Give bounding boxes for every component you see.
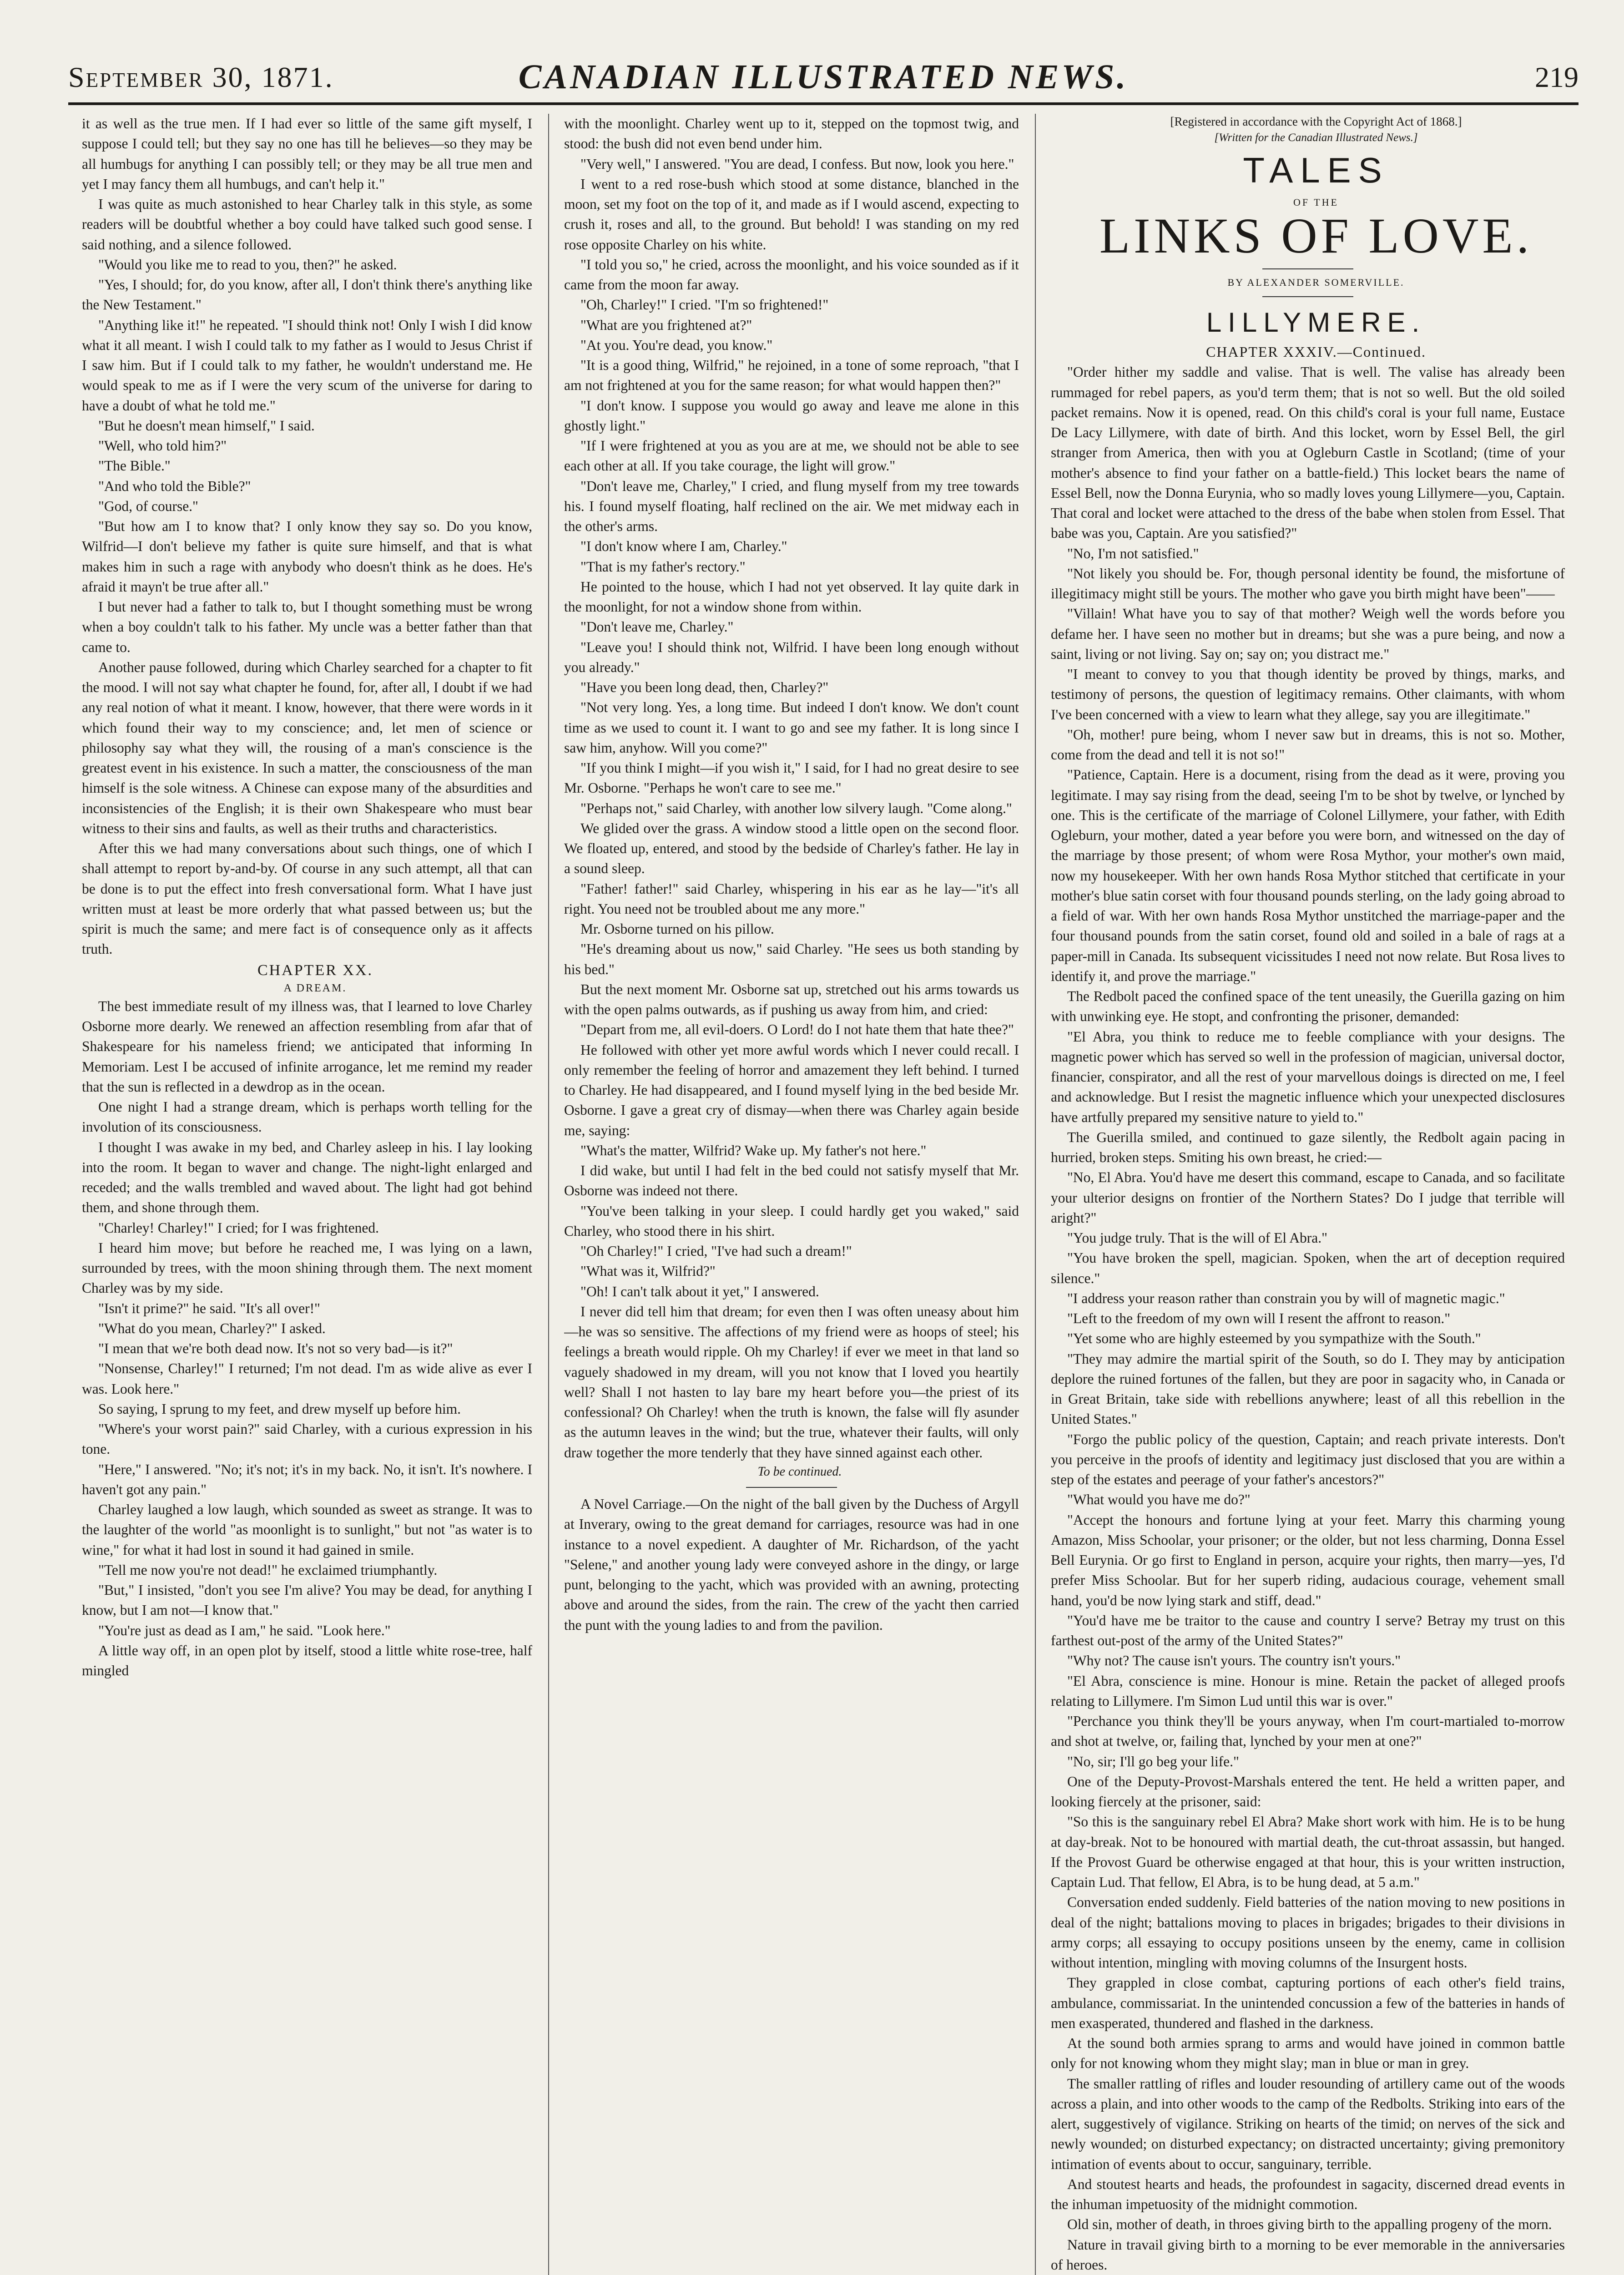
paragraph: "But he doesn't mean himself," I said. <box>98 417 315 434</box>
series-title-of-the: OF THE <box>1293 196 1339 208</box>
paragraph: "Very well," I answered. "You are dead, I confess. But now, look you here." <box>580 156 1014 172</box>
paragraph: One night I had a strange dream, which is perhaps worth telling for the involution of its consciousness. <box>82 1099 532 1135</box>
paragraph: "No, sir; I'll go beg your life." <box>1067 1753 1239 1769</box>
paragraph: it as well as the true men. If I had ever so little of the same gift myself, I suppose I could tell; but they say no one has till he believes—so they may be all humbugs for anything I can possibly tell; or they may be all true men and yet I may fancy them all humbugs, and can't help it." <box>82 116 532 192</box>
paragraph: "But," I insisted, "don't you see I'm alive? You may be dead, for anything I know, but I am not—I know that." <box>82 1582 532 1618</box>
paragraph: I did wake, but until I had felt in the bed could not satisfy myself that Mr. Osborne was indeed not there. <box>564 1163 1019 1199</box>
paragraph: "Oh! I can't talk about it yet," I answered. <box>580 1283 819 1299</box>
paragraph: "So this is the sanguinary rebel El Abra? Make short work with him. He is to be hung at day-break. Not to be honoured with martial death, the cut-throat assassin, but hanged. If the Provost Guard be otherwise engaged at that hour, this is your written instruction, Captain Lud. That fellow, El Abra, is to be hung dead, at 5 a.m." <box>1051 1814 1565 1891</box>
paragraph: He followed with other yet more awful words which I never could recall. I only remember the feeling of horror and amazement they left behind. I turned to Charley. He had disappeared, and I found myself lying in the bed beside Mr. Osborne. I gave a great cry of dismay—when there was Charley again beside me, saying: <box>564 1041 1019 1138</box>
paragraph: "You have broken the spell, magician. Spoken, when the art of deception required silence." <box>1051 1250 1565 1286</box>
paragraph: "Order hither my saddle and valise. That is well. The valise has already been rummaged for rebel papers, as you'd term them; that is not so well. But the old soiled packet remains. Now it is opened, read. On this child's coral is your full name, Eustace De Lacy Lillymere, with date of birth. And this locket, worn by Essel Bell, the girl stranger from America, then with you at Ogleburn Castle in Scotland; (time of your mother's absence to find your father on a battle-field.) This locket bears the name of Essel Bell, now the Donna Eurynia, who so madly loves young Lillymere—you, Captain. That coral and locket were attached to the dress of the babe when stolen from Essel. That babe was you, Captain. Are you satisfied?" <box>1051 364 1565 541</box>
paragraph: "At you. You're dead, you know." <box>580 337 773 353</box>
paragraph: "Nonsense, Charley!" I returned; I'm not dead. I'm as wide alive as ever I was. Look here." <box>82 1360 532 1397</box>
paragraph: They grappled in close combat, capturing portions of each other's field trains, ambulance, commissariat. In the unintended concussion a few of the batteries in hands of men exasperated, thundered and flashed in the darkness. <box>1051 1975 1565 2031</box>
paragraph: "I mean that we're both dead now. It's not so very bad—is it?" <box>98 1340 453 1357</box>
newspaper-title: CANADIAN ILLUSTRATED NEWS. <box>518 58 1129 96</box>
paragraph: "And who told the Bible?" <box>98 478 251 494</box>
paragraph: "Villain! What have you to say of that mother? Weigh well the words before you defame her. I have seen no mother but in dreams; but she was a pure being, and now a saint, living or not living. Say on; say on; you distract me." <box>1051 606 1565 662</box>
series-title-links: LINKS OF LOVE. <box>1099 207 1533 263</box>
paragraph: He pointed to the house, which I had not yet observed. It lay quite dark in the moonlight, for not a window shone from within. <box>564 578 1019 615</box>
paragraph: One of the Deputy-Provost-Marshals entered the tent. He held a written paper, and looking fiercely at the prisoner, said: <box>1051 1773 1565 1810</box>
paragraph: "El Abra, you think to reduce me to feeble compliance with your designs. The magnetic power which has served so well in the profession of magician, universal doctor, financier, conspirator, and all the rest of your marvellous doings is directed on me, I feel and acknowledge. But I resist the magnetic influence which your unexpected disclosures have artfully prepared my sensitive nature to yield to." <box>1051 1028 1565 1125</box>
paragraph: "You judge truly. That is the will of El Abra." <box>1067 1230 1327 1246</box>
paragraph: "That is my father's rectory." <box>580 558 746 575</box>
paragraph: "But how am I to know that? I only know they say so. Do you know, Wilfrid—I don't believe my father is quite sure himself, and that is what makes him in such a rage with anybody who doesn't think as he does. He's afraid it mayn't be true after all." <box>82 518 532 595</box>
column-divider <box>1035 114 1036 2275</box>
chapter-subtitle: A DREAM. <box>283 982 347 995</box>
paragraph: "Forgo the public policy of the question, Captain; and reach private interests. Don't you perceive in the proofs of identity and legitimacy just disclosed that you are within a step of the estates and peerage of your father's ancestors?" <box>1051 1431 1565 1488</box>
paragraph: "Anything like it!" he repeated. "I should think not! Only I wish I did know what it all meant. I wish I could talk to my father as I would to Jesus Christ if I saw him. But if I could talk to my father, he wouldn't understand me. He would speak to me as if I were the very scum of the universe for daring to have a doubt of what he told me." <box>82 317 532 414</box>
paragraph: "I told you so," he cried, across the moonlight, and his voice sounded as if it came from the moon far away. <box>564 256 1019 293</box>
paragraph: The Guerilla smiled, and continued to gaze silently, the Redbolt again pacing in hurried, broken steps. Smiting his own breast, he cried:— <box>1051 1129 1565 1166</box>
column-3 <box>1051 114 1565 2275</box>
column-1 <box>82 114 532 2275</box>
paragraph: "What would you have me do?" <box>1067 1491 1251 1508</box>
paragraph: "Father! father!" said Charley, whispering in his ear as he lay—"it's all right. You need not be troubled about me any more." <box>564 880 1019 917</box>
paragraph: I went to a red rose-bush which stood at some distance, blanched in the moon, set my foot on the top of it, and made as if I would ascend, expecting to crush it, roses and all, to the ground. But behold! I was standing on my red rose opposite Charley on his white. <box>564 176 1019 253</box>
paragraph: "Leave you! I should think not, Wilfrid. I have been long enough without you already." <box>564 639 1019 675</box>
paragraph: "Oh, mother! pure being, whom I never saw but in dreams, this is not so. Mother, come from the dead and tell it is not so!" <box>1051 726 1565 763</box>
paragraph: "The Bible." <box>98 458 171 474</box>
paragraph: "I meant to convey to you that though identity be proved by things, marks, and testimony of persons, the question of legitimacy remains. Other claimants, with whom I've been concerned with a view to learn what they allege, say you are illegitimate." <box>1051 666 1565 723</box>
paragraph: But the next moment Mr. Osborne sat up, stretched out his arms towards us with the open palms outwards, as if pushing us away from him, and cried: <box>564 981 1019 1017</box>
masthead <box>68 52 1579 105</box>
paragraph: "It is a good thing, Wilfrid," he rejoined, in a tone of some reproach, "that I am not frightened at you for the same reason; for what would happen then?" <box>564 357 1019 394</box>
paragraph: "What are you frightened at?" <box>580 317 752 333</box>
paragraph: "I don't know where I am, Charley." <box>580 538 787 555</box>
paragraph: "Left to the freedom of my own will I resent the affront to reason." <box>1067 1310 1451 1327</box>
paragraph: "You'd have me be traitor to the cause and country I serve? Betray my trust on this farthest out-post of the army of the United States?" <box>1051 1612 1565 1649</box>
paragraph: "Would you like me to read to you, then?" he asked. <box>98 256 397 273</box>
paragraph: "Depart from me, all evil-doers. O Lord! do I not hate them that hate thee?" <box>580 1021 1014 1038</box>
paragraph: "If you think I might—if you wish it," I said, for I had no great desire to see Mr. Osborne. "Perhaps he won't care to see me." <box>564 760 1019 796</box>
paragraph: "Yet some who are highly esteemed by you sympathize with the South." <box>1067 1330 1481 1347</box>
written-for-note: [Written for the Canadian Illustrated News.] <box>1214 131 1418 144</box>
paragraph: "No, I'm not satisfied." <box>1067 545 1199 561</box>
paragraph: "What was it, Wilfrid?" <box>580 1263 716 1279</box>
paragraph: "Isn't it prime?" he said. "It's all over!" <box>98 1300 320 1316</box>
paragraph: "Oh Charley!" I cried, "I've had such a dream!" <box>580 1243 852 1259</box>
paragraph: "You've been talking in your sleep. I could hardly get you waked," said Charley, who stood there in his shirt. <box>564 1203 1019 1239</box>
paragraph: "Where's your worst pain?" said Charley, with a curious expression in his tone. <box>82 1421 532 1457</box>
paragraph: "God, of course." <box>98 498 198 514</box>
paragraph: "Don't leave me, Charley." <box>580 619 734 635</box>
section-rule <box>1262 268 1353 269</box>
paragraph: "Not likely you should be. For, though personal identity be found, the misfortune of illegitimacy might still be yours. The mother who gave you birth might have been"—— <box>1051 565 1565 602</box>
paragraph: "El Abra, conscience is mine. Honour is mine. Retain the packet of alleged proofs relating to Lillymere. I'm Simon Lud until this war is over." <box>1051 1673 1565 1709</box>
paragraph: "Oh, Charley!" I cried. "I'm so frightened!" <box>580 297 829 313</box>
paragraph: Charley laughed a low laugh, which sounded as sweet as strange. It was to the laughter of the world "as moonlight is to sunlight," but not "as water is to wine," for what it had lost in sound it had gained in smile. <box>82 1502 532 1558</box>
column-2 <box>564 114 1019 2275</box>
paragraph: "Tell me now you're not dead!" he exclaimed triumphantly. <box>98 1562 438 1578</box>
paragraph: "Have you been long dead, then, Charley?" <box>580 679 829 695</box>
paragraph: Mr. Osborne turned on his pillow. <box>580 921 774 937</box>
paragraph: "Don't leave me, Charley," I cried, and flung myself from my tree towards his. I found myself floating, half reclined on the air. We met midway each in the other's arms. <box>564 478 1019 534</box>
paragraph: At the sound both armies sprang to arms and would have joined in common battle only for not knowing whom they might slay; man in blue or man in grey. <box>1051 2035 1565 2072</box>
paragraph: The smaller rattling of rifles and louder resounding of artillery came out of the woods across a plain, and into other woods to the camp of the Redbolts. Striking into ears of the alert, suggestively of vigilance. Striking on hearts of the timid; on nerves of the sick and newly wounded; on disturbed expectancy; on distracted uncertainty; giving premonitory intimation of events about to occur, sanguinary, terrible. <box>1051 2075 1565 2172</box>
series-title-tales: TALES <box>1243 150 1389 191</box>
paragraph: "He's dreaming about us now," said Charley. "He sees us both standing by his bed." <box>564 941 1019 977</box>
paragraph: The Redbolt paced the confined space of the tent uneasily, the Guerilla gazing on him with unwinking eye. He stopt, and confronting the prisoner, demanded: <box>1051 988 1565 1025</box>
paragraph: A little way off, in an open plot by itself, stood a little white rose-tree, half mingled <box>82 1642 532 1679</box>
paragraph: "Why not? The cause isn't yours. The country isn't yours." <box>1067 1653 1401 1669</box>
paragraph: "Patience, Captain. Here is a document, rising from the dead as it were, proving you legitimate. I may say rising from the dead, seeing I'm to be shot by twelve, or lynched by one. This is the certificate of the marriage of Colonel Lillymere, your father, with Edith Ogleburn, your mother, dated a year before you were born, and witnessed on the day of the marriage by those present; of whom were Rosa Mythor, your mother's own maid, now my housekeeper. With her own hands Rosa Mythor stitched that certificate in your mother's blue satin corset with four thousand pounds sterling, on the lady going abroad to a field of war. With her own hands Rosa Mythor unstitched the marriage-paper and the four thousand pounds from the satin corset, found old and soiled in a bale of rags at a paper-mill in Canada. Its subsequent vicissitudes I need not now relate. But Rosa lives to identify it, and prove the marriage." <box>1051 767 1565 984</box>
paragraph: "Here," I answered. "No; it's not; it's in my back. No, it isn't. It's nowhere. I haven't got any pain." <box>82 1461 532 1497</box>
news-item: A Novel Carriage.—On the night of the ball given by the Duchess of Argyll at Inverary, owing to the great demand for carriages, resource was had in one instance to a novel expedient. A daughter of Mr. Richardson, of the yacht "Selene," and another young lady were conveyed ashore in the dingy, or large punt, belonging to the yacht, which was provided with an awning, protecting above and around the sides, from the rain. The crew of the yacht then carried the punt with the young ladies to and from the pavilion. <box>564 1496 1019 1633</box>
paragraph: I was quite as much astonished to hear Charley talk in this style, as some readers will be doubtful whether a boy could have talked such good sense. I said nothing, and a silence followed. <box>82 196 532 253</box>
paragraph: "I don't know. I suppose you would go away and leave me alone in this ghostly light." <box>564 397 1019 434</box>
paragraph: Another pause followed, during which Charley searched for a chapter to fit the mood. I will not say what chapter he found, for, after all, I doubt if we had any real notion of what it meant. I know, however, that there were words in it which found their way to my conscience; and, let men of science or philosophy say what they will, the rousing of a man's conscience is the greatest event in his existence. In such a matter, the consciousness of the man himself is the sole witness. A Chinese can expose many of the absurdities and inconsistencies of the English; it is their own Shakespeare who must bear witness to their sins and faults, as well as their truths and characteristics. <box>82 659 532 836</box>
paragraph: "Not very long. Yes, a long time. But indeed I don't know. We don't count time as we used to count it. I want to go and see my father. It is long since I saw him, anyhow. Will you come?" <box>564 699 1019 756</box>
paragraph: So saying, I sprung to my feet, and drew myself up before him. <box>98 1400 461 1417</box>
paragraph: "Yes, I should; for, do you know, after all, I don't think there's anything like the New Testament." <box>82 277 532 313</box>
paragraph: "Accept the honours and fortune lying at your feet. Marry this charming young Amazon, Miss Schoolar, your prisoner; or the older, but not less charming, Donna Essel Bell Eurynia. Or go first to England in person, acquire your rights, then marry—yes, I'd prefer Miss Schoolar. But for her superb riding, audacious courage, vehement small hand, you'd be now lying stark and stiff, dead." <box>1051 1512 1565 1608</box>
paragraph: Nature in travail giving birth to a morning to be ever memorable in the anniversaries of heroes. <box>1051 2236 1565 2273</box>
page-number: 219 <box>1535 61 1579 93</box>
paragraph: "If I were frightened at you as you are at me, we should not be able to see each other at all. If you take courage, the light will grow." <box>564 438 1019 474</box>
paragraph: Old sin, mother of death, in throes giving birth to the appalling progeny of the morn. <box>1067 2216 1552 2233</box>
paragraph: I but never had a father to talk to, but I thought something must be wrong when a boy couldn't talk to his father. My uncle was a better father than that came to. <box>82 599 532 655</box>
story-title: LILLYMERE. <box>1206 307 1426 338</box>
chapter-heading: CHAPTER XXXIV.—Continued. <box>1205 344 1427 360</box>
paragraph: We glided over the grass. A window stood a little open on the second floor. We floated up, entered, and stood by the bedside of Charley's father. He lay in a sound sleep. <box>564 820 1019 877</box>
chapter-title: CHAPTER XX. <box>257 961 373 979</box>
paragraph: "I address your reason rather than constrain you by will of magnetic magic." <box>1067 1290 1505 1306</box>
paragraph: The best immediate result of my illness was, that I learned to love Charley Osborne more dearly. We renewed an affection resembling from afar that of Shakespeare for his nameless friend; we anticipated that informing In Memoriam. Lest I be accused of infinite arrogance, let me remind my reader that the sun is reflected in a dewdrop as in the ocean. <box>82 998 532 1095</box>
paragraph: "You're just as dead as I am," he said. "Look here." <box>98 1622 391 1638</box>
column-divider <box>548 114 549 2275</box>
paragraph: "Perhaps not," said Charley, with another low silvery laugh. "Come along." <box>580 800 1012 816</box>
paragraph: with the moonlight. Charley went up to it, stepped on the topmost twig, and stood: the bush did not even bend under him. <box>564 116 1019 152</box>
to-be-continued: To be continued. <box>757 1464 842 1479</box>
paragraph: "Well, who told him?" <box>98 438 227 454</box>
paragraph: "What's the matter, Wilfrid? Wake up. My father's not here." <box>580 1142 927 1158</box>
author-byline: BY ALEXANDER SOMERVILLE. <box>1227 277 1405 288</box>
section-rule <box>1262 296 1353 297</box>
paragraph: "No, El Abra. You'd have me desert this command, escape to Canada, and so facilitate your ulterior designs on frontier of the Northern States? Do I judge that terrible will aright?" <box>1051 1169 1565 1226</box>
paragraph: "Perchance you think they'll be yours anyway, when I'm court-martialed to-morrow and shot at twelve, or, failing that, lynched by your men at one?" <box>1051 1713 1565 1749</box>
section-rule <box>746 1487 837 1488</box>
paragraph: "What do you mean, Charley?" I asked. <box>98 1320 326 1336</box>
paragraph: I heard him move; but before he reached me, I was lying on a lawn, surrounded by trees, with the moon shining through them. The next moment Charley was by my side. <box>82 1239 532 1296</box>
paragraph: I thought I was awake in my bed, and Charley asleep in his. I lay looking into the room. It began to waver and change. The night-light enlarged and receded; and the walls trembled and waved about. The light had got behind them, and shone through them. <box>82 1139 532 1216</box>
copyright-notice: [Registered in accordance with the Copyright Act of 1868.] <box>1170 115 1462 128</box>
paragraph: And stoutest hearts and heads, the profoundest in sagacity, discerned dread events in the inhuman impetuosity of the midnight commotion. <box>1051 2176 1565 2213</box>
paragraph: After this we had many conversations about such things, one of which I shall attempt to report by-and-by. Of course in any such attempt, all that can be done is to put the effect into fresh conversational form. What I have just written must at least be more orderly that what passed between us; but the spirit is much the same; and mere fact is of consequence only as it affects truth. <box>82 840 532 957</box>
issue-date: September 30, 1871. <box>68 61 334 93</box>
paragraph: Conversation ended suddenly. Field batteries of the nation moving to new positions in deal of the night; battalions moving to places in brigades; brigades to their divisions in army corps; all essaying to occupy positions unseen by the enemy, came in collision without intention, mingling with moving columns of the Insurgent hosts. <box>1051 1894 1565 1971</box>
paragraph: "They may admire the martial spirit of the South, so do I. They may by anticipation deplore the ruined fortunes of the fallen, but they are poor in sagacity who, in Canada or in Great Britain, take side with rebellions anywhere; least of all this rebellion in the United States." <box>1051 1350 1565 1427</box>
paragraph: I never did tell him that dream; for even then I was often uneasy about him—he was so sensitive. The affections of my friend were as hoops of steel; his feelings a breath would ripple. Oh my Charley! if ever we meet in that land so vaguely shadowed in my dream, will you not know that I loved you heartily well? Shall I not hasten to lay bare my heart before you—the priest of its confessional? Oh Charley! when the truth is known, the false will fly asunder as the autumn leaves in the wind; but the true, whatever their faults, will only draw together the more tenderly that they have sinned against each other. <box>564 1303 1019 1461</box>
paragraph: "Charley! Charley!" I cried; for I was frightened. <box>98 1219 379 1236</box>
